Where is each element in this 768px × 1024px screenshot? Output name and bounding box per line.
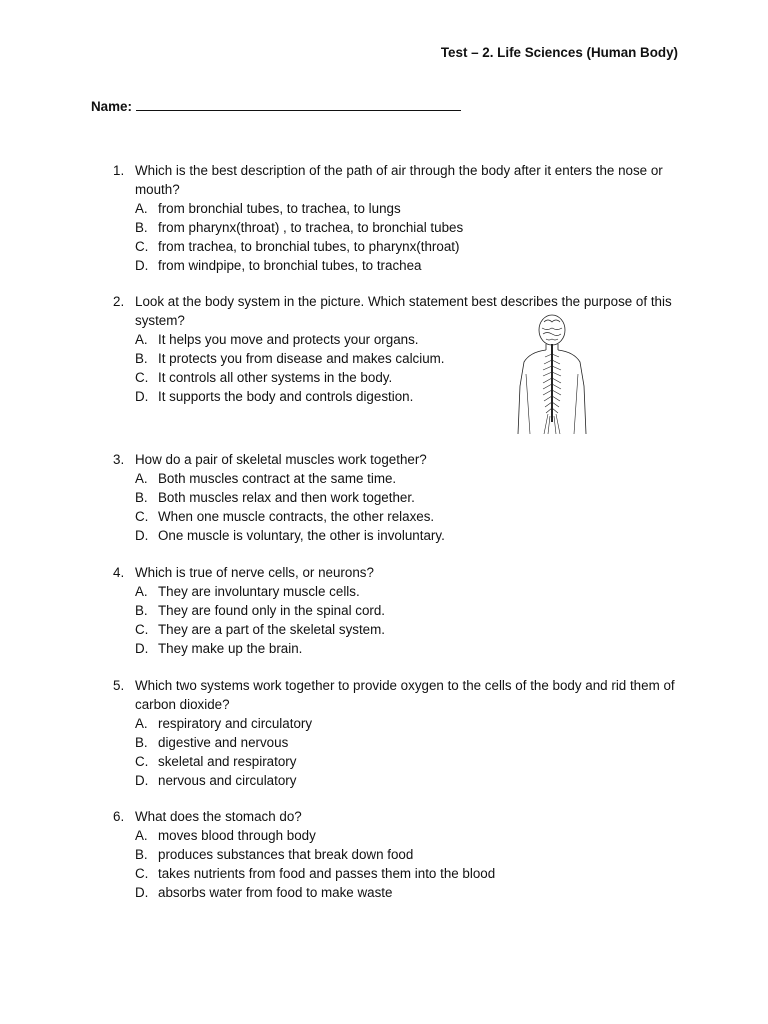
- option-a: [113, 714, 683, 733]
- question-3: [113, 450, 683, 545]
- option-letter: A.: [135, 828, 148, 843]
- option-letter: D.: [135, 773, 149, 788]
- answer-options: [113, 826, 683, 902]
- option-text: from windpipe, to bronchial tubes, to trachea: [158, 258, 422, 273]
- nervous-system-figure-icon: [514, 314, 590, 434]
- option-letter: A.: [135, 584, 148, 599]
- option-a: [113, 469, 683, 488]
- question-number: 6.: [113, 809, 125, 824]
- option-text: It helps you move and protects your organs.: [158, 332, 419, 347]
- option-d: [113, 256, 683, 275]
- option-a: [113, 199, 683, 218]
- option-letter: D.: [135, 641, 149, 656]
- option-text: It protects you from disease and makes calcium.: [158, 351, 445, 366]
- question-number: 1.: [113, 163, 125, 178]
- question-4: [113, 563, 683, 658]
- question-number: 3.: [113, 452, 125, 467]
- option-b: [113, 488, 683, 507]
- option-letter: B.: [135, 220, 148, 235]
- option-b: [113, 601, 683, 620]
- option-c: [113, 620, 683, 639]
- question-number: 5.: [113, 678, 125, 693]
- page-title: Test – 2. Life Sciences (Human Body): [440, 45, 678, 60]
- option-c: [113, 752, 683, 771]
- option-letter: D.: [135, 258, 149, 273]
- name-blank-line[interactable]: [136, 97, 461, 111]
- question-text: Which is true of nerve cells, or neurons?: [135, 565, 374, 580]
- option-letter: B.: [135, 351, 148, 366]
- option-c: [113, 237, 683, 256]
- option-text: They are involuntary muscle cells.: [158, 584, 360, 599]
- option-d: [113, 526, 683, 545]
- answer-options: [113, 469, 683, 545]
- option-letter: A.: [135, 201, 148, 216]
- option-letter: B.: [135, 603, 148, 618]
- option-text: takes nutrients from food and passes them into the blood: [158, 866, 496, 881]
- option-a: [113, 330, 683, 349]
- option-text: from pharynx(throat) , to trachea, to bronchial tubes: [158, 220, 464, 235]
- option-d: [113, 883, 683, 902]
- option-text: from trachea, to bronchial tubes, to pharynx(throat): [158, 239, 460, 254]
- option-letter: C.: [135, 866, 149, 881]
- option-letter: C.: [135, 509, 149, 524]
- question-2: [113, 292, 683, 406]
- option-text: Both muscles contract at the same time.: [158, 471, 397, 486]
- option-letter: B.: [135, 847, 148, 862]
- option-text: digestive and nervous: [158, 735, 289, 750]
- answer-options: [113, 582, 683, 658]
- option-letter: C.: [135, 239, 149, 254]
- option-text: When one muscle contracts, the other relaxes.: [158, 509, 435, 524]
- question-text: Which two systems work together to provide oxygen to the cells of the body and rid them of carbon dioxide?: [135, 678, 675, 712]
- question-number: 4.: [113, 565, 125, 580]
- option-text: One muscle is voluntary, the other is involuntary.: [158, 528, 445, 543]
- option-text: skeletal and respiratory: [158, 754, 297, 769]
- option-letter: C.: [135, 622, 149, 637]
- option-text: They make up the brain.: [158, 641, 303, 656]
- option-text: nervous and circulatory: [158, 773, 297, 788]
- option-letter: A.: [135, 716, 148, 731]
- option-letter: C.: [135, 754, 149, 769]
- question-number: 2.: [113, 294, 125, 309]
- option-text: from bronchial tubes, to trachea, to lungs: [158, 201, 401, 216]
- option-letter: B.: [135, 735, 148, 750]
- option-b: [113, 845, 683, 864]
- option-b: [113, 733, 683, 752]
- option-c: [113, 368, 683, 387]
- option-text: It supports the body and controls digestion.: [158, 389, 414, 404]
- option-letter: D.: [135, 528, 149, 543]
- option-d: [113, 639, 683, 658]
- option-text: It controls all other systems in the body.: [158, 370, 393, 385]
- option-text: absorbs water from food to make waste: [158, 885, 393, 900]
- question-6: [113, 807, 683, 902]
- option-text: respiratory and circulatory: [158, 716, 313, 731]
- question-text: Look at the body system in the picture. Which statement best describes the purpose of this system?: [135, 294, 672, 328]
- option-b: [113, 349, 683, 368]
- answer-options: [113, 714, 683, 790]
- question-5: [113, 676, 683, 790]
- option-d: [113, 771, 683, 790]
- option-b: [113, 218, 683, 237]
- option-text: moves blood through body: [158, 828, 316, 843]
- question-text: How do a pair of skeletal muscles work together?: [135, 452, 427, 467]
- option-letter: B.: [135, 490, 148, 505]
- question-text: What does the stomach do?: [135, 809, 302, 824]
- answer-options: [113, 330, 683, 406]
- question-1: [113, 161, 683, 275]
- option-letter: D.: [135, 885, 149, 900]
- option-letter: A.: [135, 471, 148, 486]
- option-letter: D.: [135, 389, 149, 404]
- option-text: They are a part of the skeletal system.: [158, 622, 386, 637]
- name-label: Name:: [91, 99, 132, 114]
- option-text: Both muscles relax and then work together.: [158, 490, 415, 505]
- question-text: Which is the best description of the path of air through the body after it enters the nose or mouth?: [135, 163, 663, 197]
- option-letter: C.: [135, 370, 149, 385]
- option-c: [113, 864, 683, 883]
- option-letter: A.: [135, 332, 148, 347]
- option-d: [113, 387, 683, 406]
- option-text: produces substances that break down food: [158, 847, 414, 862]
- option-c: [113, 507, 683, 526]
- name-field: [91, 97, 461, 114]
- answer-options: [113, 199, 683, 275]
- option-text: They are found only in the spinal cord.: [158, 603, 386, 618]
- option-a: [113, 582, 683, 601]
- option-a: [113, 826, 683, 845]
